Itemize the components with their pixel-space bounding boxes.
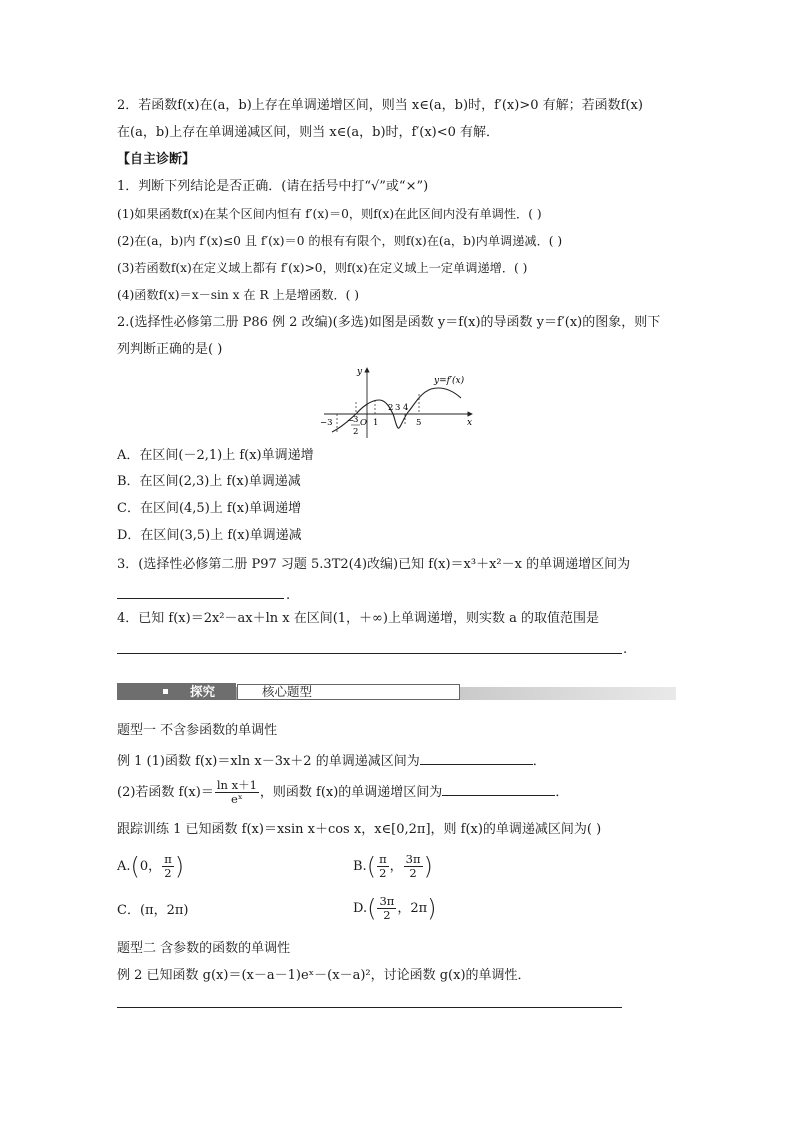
origin-label: O <box>360 418 367 428</box>
tick-4: 4 <box>403 403 409 413</box>
type2-title: 题型二 含参数的函数的单调性 <box>117 941 291 956</box>
fraction-numerator: ln x＋1 <box>216 778 257 792</box>
section2-line2: 在(a，b)上存在单调递减区间，则当 x∈(a，b)时，f′(x)<0 有解． <box>117 125 500 140</box>
type1-title: 题型一 不含参函数的单调性 <box>117 723 278 738</box>
tick-frac-den: 2 <box>353 427 359 437</box>
example2-answer-line <box>117 1007 622 1008</box>
option-b-separator: ， <box>389 859 403 874</box>
follow-up-1-option-d: D.( $\frac{3\pi}{2}$ ，2π) <box>353 894 437 923</box>
q1-item-3: (3)若函数f(x)在定义域上都有 f′(x)>0，则f(x)在定义域上一定单调递增．( ) <box>117 261 528 275</box>
fraction-denominator: 2 <box>162 866 174 880</box>
option-d-right: ，2π <box>397 901 428 916</box>
section-banner <box>117 683 676 700</box>
option-b-fraction-2 <box>404 853 423 880</box>
example1-part1-text: 例 1 (1)函数 f(x)＝xln x－3x＋2 的单调递减区间为 <box>117 754 420 769</box>
fraction-numerator: 3π <box>379 894 395 908</box>
option-a-fraction <box>162 853 174 880</box>
q4-period: . <box>623 642 628 657</box>
fraction-denominator: 2 <box>377 908 396 922</box>
q1-item-4: (4)函数f(x)＝x－sin x 在 R 上是增函数．( ) <box>117 288 360 302</box>
y-axis-label: y <box>357 367 363 377</box>
derivative-graph <box>316 362 480 442</box>
tick-neg3: −3 <box>320 418 333 428</box>
q2-line1: 2.(选择性必修第二册 P86 例 2 改编)(多选)如图是函数 y＝f(x)的导函数 y＝f′(x)的图象，则下 <box>117 315 661 330</box>
option-b-label: B. <box>353 859 367 874</box>
q2-option-a: A．在区间(－2,1)上 f(x)单调递增 <box>117 448 314 463</box>
self-diagnosis-heading: 【自主诊断】 <box>117 152 196 167</box>
fraction-denominator: 2 <box>377 866 389 880</box>
banner-square-icon <box>163 689 168 694</box>
q1-title: 1．判断下列结论是否正确．(请在括号中打“√”或“×”) <box>117 179 429 194</box>
tick-2: 2 <box>388 403 394 413</box>
q1-item-2: (2)在(a，b)内 f′(x)≤0 且 f′(x)＝0 的根有有限个，则f(x)在(a，b)内单调递减．( ) <box>117 234 563 248</box>
q4-answer-blank <box>117 653 622 654</box>
banner-core-types-tab <box>237 684 460 700</box>
tick-3: 3 <box>395 403 401 413</box>
example1-part1: 例 1 (1)函数 f(x)＝xln x－3x＋2 的单调递减区间为 ． <box>117 750 546 772</box>
q2-line2: 列判断正确的是( ) <box>117 342 223 357</box>
option-a-left: 0， <box>139 859 162 874</box>
example1-part2-suffix: ，则函数 f(x)的单调递增区间为 <box>259 785 443 800</box>
q3-answer-blank <box>117 598 284 599</box>
option-d-fraction <box>377 895 396 922</box>
q2-option-d: D．在区间(3,5)上 f(x)单调递减 <box>117 528 302 543</box>
q3-text: 3．(选择性必修第二册 P97 习题 5.3T2(4)改编)已知 f(x)＝x³＋x²－x 的单调递增区间为 <box>117 557 631 572</box>
banner-right-label: 核心题型 <box>262 684 313 699</box>
example1-part2-prefix: (2)若函数 f(x)＝ <box>117 785 214 800</box>
example1-part1-blank <box>420 750 533 765</box>
example1-part2: (2)若函数 f(x)＝ $\frac{\text{ln x＋1}}{\text{eˣ}}$ ，则函数 f(x)的单调递增区间为 ． <box>117 778 569 806</box>
tick-1: 1 <box>373 418 379 428</box>
example1-part2-blank <box>442 781 555 796</box>
example1-part2-fraction <box>215 779 259 806</box>
fraction-numerator: 3π <box>405 852 421 866</box>
example2: 例 2 已知函数 g(x)＝(x－a－1)eˣ－(x－a)²，讨论函数 g(x)的单调性． <box>117 968 531 983</box>
q3-period: . <box>286 588 291 603</box>
fraction-numerator: π <box>164 852 172 866</box>
follow-up-1-option-b: B.( $\frac{\pi}{2}$ ， $\frac{3\pi}{2}$ ) <box>353 852 433 881</box>
fraction-numerator: π <box>379 852 387 866</box>
option-b-fraction-1 <box>377 853 389 880</box>
option-d-label: D. <box>353 901 368 916</box>
q4-text: 4．已知 f(x)＝2x²－ax＋ln x 在区间(1，＋∞)上单调递增，则实数 a 的取值范围是 <box>117 611 599 626</box>
banner-explore-tab <box>117 683 236 700</box>
q2-option-c: C．在区间(4,5)上 f(x)单调递增 <box>117 501 302 516</box>
banner-left-label: 探究 <box>190 684 216 699</box>
follow-up-1: 跟踪训练 1 已知函数 f(x)＝xsin x＋cos x，x∈[0,2π]，则 f(x)的单调递减区间为( ) <box>117 822 602 837</box>
curve-label: y=f′(x) <box>434 376 465 386</box>
fraction-denominator: 2 <box>404 866 423 880</box>
q2-option-b: B．在区间(2,3)上 f(x)单调递减 <box>117 474 301 489</box>
tick-minus-sign: − <box>347 416 355 426</box>
follow-up-1-option-c: C．(π，2π) <box>117 903 189 918</box>
x-axis-label: x <box>467 418 473 428</box>
follow-up-1-option-a: A.(0， $\frac{\pi}{2}$ ) <box>117 852 185 881</box>
section2-line1: 2．若函数f(x)在(a，b)上存在单调递增区间，则当 x∈(a，b)时，f′(x)>0 有解；若函数f(x) <box>117 98 643 113</box>
tick-frac-num: 3 <box>353 415 359 425</box>
q1-item-1: (1)如果函数f(x)在某个区间内恒有 f′(x)＝0，则f(x)在此区间内没有单调性．( ) <box>117 207 542 221</box>
option-a-label: A. <box>117 859 131 874</box>
tick-5: 5 <box>416 418 422 428</box>
fraction-denominator: eˣ <box>215 792 259 806</box>
